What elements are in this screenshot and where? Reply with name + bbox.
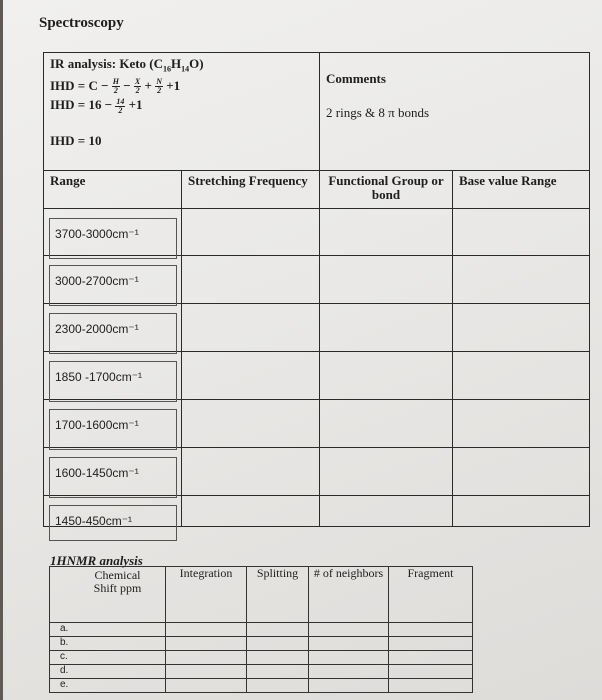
nmr-cell[interactable] — [247, 679, 309, 693]
nmr-row-label: b. — [50, 637, 166, 651]
base-value-header: Base value Range — [453, 171, 590, 209]
functional-group-cell[interactable] — [320, 256, 453, 304]
chemical-shift-header: Chemical Shift ppm — [50, 567, 166, 623]
functional-group-cell[interactable] — [320, 304, 453, 352]
range-cell — [44, 400, 182, 448]
stretching-cell[interactable] — [182, 400, 320, 448]
base-value-cell[interactable] — [453, 448, 590, 496]
stretching-header: Stretching Frequency — [182, 171, 320, 209]
x-fraction: $\frac{X}{2}$ — [134, 77, 141, 96]
stretching-cell[interactable] — [182, 496, 320, 527]
nmr-cell[interactable] — [309, 679, 389, 693]
base-value-cell[interactable] — [453, 352, 590, 400]
ihd-calculation-cell — [44, 53, 320, 171]
integration-header: Integration — [166, 567, 247, 623]
worksheet-page — [3, 0, 602, 700]
base-value-cell[interactable] — [453, 304, 590, 352]
functional-group-header: Functional Group or bond — [320, 171, 453, 209]
comments-cell — [320, 53, 590, 171]
h-fraction: $\frac{H}{2}$ — [112, 77, 119, 96]
ir-analysis-table — [43, 52, 590, 527]
ihd-specific-formula: IHD = 16 − $\frac{14}{2}$ +1 — [50, 96, 143, 115]
nmr-cell[interactable] — [389, 679, 473, 693]
n-fraction: $\frac{N}{2}$ — [156, 77, 162, 96]
range-header: Range — [44, 171, 182, 209]
range-value: 2300-2000cm⁻¹ — [49, 313, 177, 354]
nmr-cell[interactable] — [166, 623, 247, 637]
range-value: 1450-450cm⁻¹ — [49, 505, 177, 541]
range-cell — [44, 448, 182, 496]
range-value: 3700-3000cm⁻¹ — [49, 218, 177, 259]
nmr-cell[interactable] — [247, 623, 309, 637]
nmr-cell[interactable] — [166, 637, 247, 651]
nmr-cell[interactable] — [389, 651, 473, 665]
stretching-cell[interactable] — [182, 256, 320, 304]
splitting-header: Splitting — [247, 567, 309, 623]
nmr-cell[interactable] — [389, 623, 473, 637]
nmr-analysis-table — [49, 566, 473, 693]
page-title: Spectroscopy — [39, 15, 124, 31]
functional-group-cell[interactable] — [320, 400, 453, 448]
stretching-cell[interactable] — [182, 304, 320, 352]
nmr-cell[interactable] — [389, 637, 473, 651]
comments-value: 2 rings & 8 π bonds — [326, 105, 429, 120]
ihd-general-formula: IHD = C − $\frac{H}{2}$ − $\frac{X}{2}$ + $\frac{N}{2}$ +1 — [50, 77, 181, 96]
nmr-cell[interactable] — [166, 651, 247, 665]
ir-analysis-title: IR analysis: Keto $(C_{16}H_{14}O)$ — [50, 56, 204, 74]
range-cell — [44, 352, 182, 400]
h14-fraction: $\frac{14}{2}$ — [116, 96, 125, 115]
range-value: 1700-1600cm⁻¹ — [49, 409, 177, 450]
range-value: 1850 -1700cm⁻¹ — [49, 361, 177, 402]
base-value-cell[interactable] — [453, 400, 590, 448]
nmr-cell[interactable] — [309, 623, 389, 637]
range-cell — [44, 256, 182, 304]
base-value-cell[interactable] — [453, 256, 590, 304]
ihd-result: IHD = 10 — [50, 132, 102, 148]
fragment-header: Fragment — [389, 567, 473, 623]
stretching-cell[interactable] — [182, 448, 320, 496]
neighbors-header: # of neighbors — [309, 567, 389, 623]
nmr-row-label: d. — [50, 665, 166, 679]
functional-group-cell[interactable] — [320, 448, 453, 496]
nmr-cell[interactable] — [247, 637, 309, 651]
base-value-cell[interactable] — [453, 496, 590, 527]
functional-group-cell[interactable] — [320, 209, 453, 256]
range-value: 1600-1450cm⁻¹ — [49, 457, 177, 498]
range-cell — [44, 304, 182, 352]
nmr-row-label: a. — [50, 623, 166, 637]
nmr-cell[interactable] — [247, 651, 309, 665]
nmr-cell[interactable] — [166, 679, 247, 693]
nmr-cell[interactable] — [247, 665, 309, 679]
nmr-cell[interactable] — [389, 665, 473, 679]
stretching-cell[interactable] — [182, 352, 320, 400]
nmr-cell[interactable] — [309, 637, 389, 651]
nmr-row-label: c. — [50, 651, 166, 665]
nmr-cell[interactable] — [309, 651, 389, 665]
nmr-analysis-title: 1HNMR analysis — [50, 553, 143, 568]
nmr-cell[interactable] — [309, 665, 389, 679]
range-cell — [44, 209, 182, 256]
stretching-cell[interactable] — [182, 209, 320, 256]
nmr-row-label: e. — [50, 679, 166, 693]
range-value: 3000-2700cm⁻¹ — [49, 265, 177, 306]
comments-label: Comments — [326, 71, 386, 86]
functional-group-cell[interactable] — [320, 352, 453, 400]
functional-group-cell[interactable] — [320, 496, 453, 527]
base-value-cell[interactable] — [453, 209, 590, 256]
nmr-cell[interactable] — [166, 665, 247, 679]
range-cell — [44, 496, 182, 527]
